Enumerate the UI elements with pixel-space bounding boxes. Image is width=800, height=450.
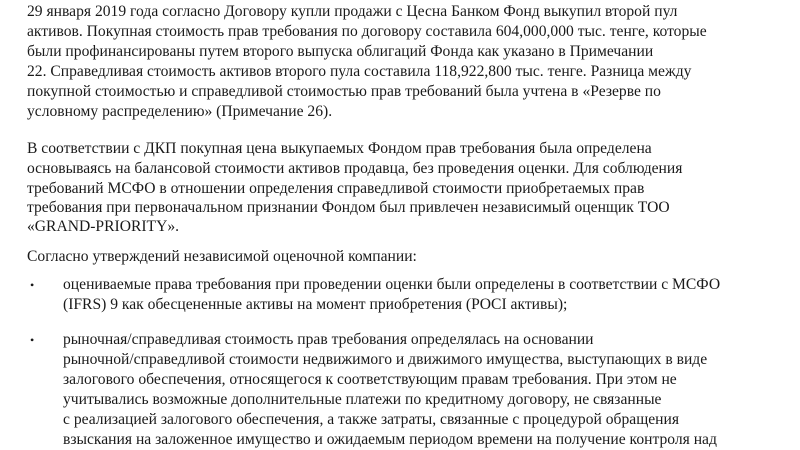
- bullet-line: (IFRS) 9 как обесцененные активы на момент приобретения (POCI активы);: [63, 296, 568, 313]
- bullet-marker: •: [30, 278, 35, 292]
- bullet-line: залогового обеспечения, относящегося к соответствующим правам требования. При этом не: [63, 371, 677, 388]
- paragraph-line: 22. Справедливая стоимость активов второго пула составила 118,922,800 тыс. тенге. Разница между: [27, 63, 692, 80]
- paragraph-line: В соответствии с ДКП покупная цена выкупаемых Фондом прав требования была определена: [27, 140, 652, 157]
- bullet-marker: •: [30, 333, 35, 347]
- paragraph-line: условному распределению» (Примечание 26).: [27, 103, 333, 120]
- bullet-line: рыночная/справедливая стоимость прав требования определялась на основании: [63, 331, 594, 348]
- bullet-line: учитывались возможные дополнительные платежи по кредитному договору, не связанные: [63, 391, 662, 408]
- bullet-line: оцениваемые права требования при проведении оценки были определены в соответствии с МСФО: [63, 276, 721, 293]
- paragraph-line: 29 января 2019 года согласно Договору купли продажи с Цесна Банком Фонд выкупил второй пул: [27, 3, 678, 20]
- paragraph-line: были профинансированы путем второго выпуска облигаций Фонда как указано в Примечании: [27, 43, 654, 60]
- bullet-line: взыскания на заложенное имущество и ожидаемым периодом времени на получение контроля над: [63, 431, 717, 448]
- paragraph-line: «GRAND-PRIORITY».: [27, 218, 180, 235]
- bullet-line: с реализацией залогового обеспечения, а также затраты, связанные с процедурой обращения: [63, 411, 680, 428]
- paragraph-line: Согласно утверждений независимой оценочной компании:: [27, 248, 417, 265]
- paragraph-line: покупной стоимостью и справедливой стоимостью прав требований была учтена в «Резерве по: [27, 83, 661, 100]
- paragraph-line: основываясь на балансовой стоимости активов продавца, без проведения оценки. Для соблюдения: [27, 160, 683, 177]
- paragraph-line: требований МСФО в отношении определения справедливой стоимости приобретаемых прав: [27, 180, 645, 197]
- bullet-line: рыночной/справедливой стоимости недвижимого и движимого имущества, выступающих в виде: [63, 351, 708, 368]
- paragraph-line: активов. Покупная стоимость прав требования по договору составила 604,000,000 тыс. тенге, которые: [27, 23, 707, 40]
- paragraph-line: требования при первоначальном признании Фондом был привлечен независимый оценщик ТОО: [27, 199, 670, 216]
